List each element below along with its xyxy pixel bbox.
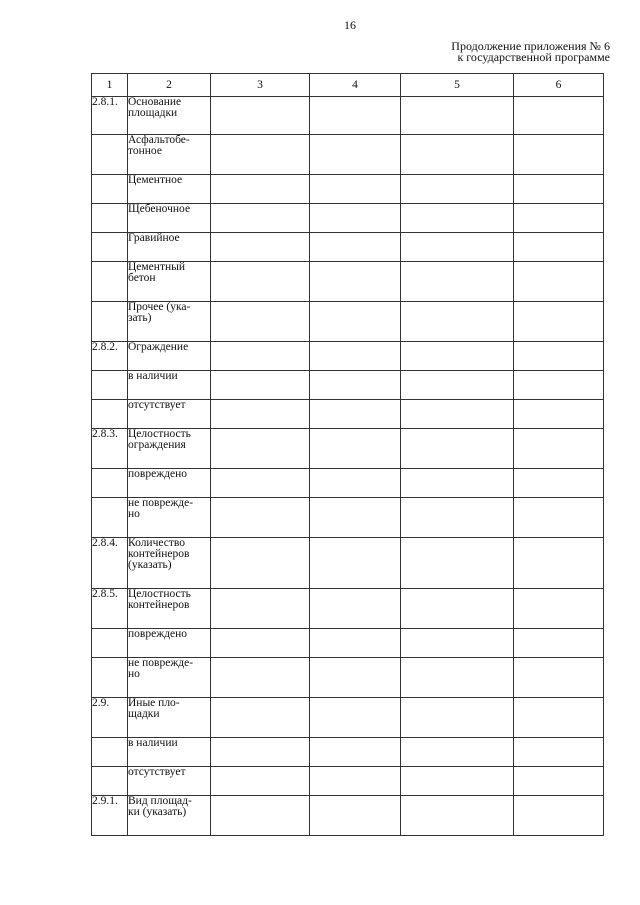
- row-number-cell: 2.8.5.: [92, 589, 128, 629]
- row-number-cell: 2.8.3.: [92, 429, 128, 469]
- row-label-cell: [128, 658, 211, 698]
- column-header-3: 3: [211, 74, 310, 97]
- table-header-row: [92, 74, 604, 97]
- column-header-4: 4: [310, 74, 401, 97]
- table-row: [92, 658, 604, 698]
- blank-cell-col-4[interactable]: [310, 629, 401, 658]
- blank-cell-col-3[interactable]: [211, 204, 310, 233]
- row-number-cell: [92, 175, 128, 204]
- blank-cell-col-4[interactable]: [310, 698, 401, 738]
- blank-cell-col-5[interactable]: [401, 302, 514, 342]
- table-row: [92, 767, 604, 796]
- row-number-cell: 2.9.1.: [92, 796, 128, 836]
- row-label-cell: [128, 738, 211, 767]
- row-label-text: в наличии: [128, 370, 178, 382]
- blank-cell-col-3[interactable]: [211, 589, 310, 629]
- table-row: [92, 738, 604, 767]
- row-number-cell: 2.9.: [92, 698, 128, 738]
- blank-cell-col-4[interactable]: [310, 371, 401, 400]
- column-header-2: 2: [128, 74, 211, 97]
- row-label-text: Количество контейнеров (указать): [128, 537, 190, 571]
- row-label-cell: [128, 262, 211, 302]
- row-label-text: повреждено: [128, 468, 187, 480]
- row-label-cell: [128, 498, 211, 538]
- blank-cell-col-5[interactable]: [401, 658, 514, 698]
- row-label-text: отсутствует: [128, 766, 186, 778]
- blank-cell-col-6[interactable]: [514, 342, 604, 371]
- blank-cell-col-6[interactable]: [514, 97, 604, 135]
- blank-cell-col-6[interactable]: [514, 538, 604, 589]
- row-label-text: не поврежде- но: [128, 657, 194, 680]
- blank-cell-col-3[interactable]: [211, 738, 310, 767]
- blank-cell-col-4[interactable]: [310, 796, 401, 836]
- blank-cell-col-5[interactable]: [401, 233, 514, 262]
- table-row: [92, 262, 604, 302]
- row-label-cell: [128, 302, 211, 342]
- row-label-cell: [128, 698, 211, 738]
- table-row: [92, 698, 604, 738]
- row-label-text: Гравийное: [128, 232, 180, 244]
- blank-cell-col-5[interactable]: [401, 698, 514, 738]
- blank-cell-col-6[interactable]: [514, 629, 604, 658]
- table-row: [92, 371, 604, 400]
- row-label-text: повреждено: [128, 628, 187, 640]
- row-label-text: Цементное: [128, 174, 183, 186]
- table-row: [92, 342, 604, 371]
- blank-cell-col-3[interactable]: [211, 629, 310, 658]
- blank-cell-col-6[interactable]: [514, 738, 604, 767]
- blank-cell-col-3[interactable]: [211, 538, 310, 589]
- row-label-cell: [128, 175, 211, 204]
- blank-cell-col-5[interactable]: [401, 204, 514, 233]
- blank-cell-col-5[interactable]: [401, 262, 514, 302]
- row-label-cell: [128, 469, 211, 498]
- row-label-text: Щебеночное: [128, 203, 191, 215]
- table-row: [92, 429, 604, 469]
- table-row: [92, 469, 604, 498]
- table-row: [92, 135, 604, 175]
- table-row: [92, 97, 604, 135]
- table-row: [92, 629, 604, 658]
- row-label-cell: [128, 204, 211, 233]
- row-label-cell: [128, 629, 211, 658]
- blank-cell-col-3[interactable]: [211, 796, 310, 836]
- blank-cell-col-3[interactable]: [211, 767, 310, 796]
- blank-cell-col-6[interactable]: [514, 302, 604, 342]
- row-label-cell: [128, 767, 211, 796]
- blank-cell-col-3[interactable]: [211, 342, 310, 371]
- blank-cell-col-3[interactable]: [211, 371, 310, 400]
- row-label-cell: [128, 342, 211, 371]
- blank-cell-col-5[interactable]: [401, 796, 514, 836]
- blank-cell-col-4[interactable]: [310, 302, 401, 342]
- blank-cell-col-4[interactable]: [310, 469, 401, 498]
- row-label-cell: [128, 233, 211, 262]
- row-label-cell: [128, 538, 211, 589]
- blank-cell-col-4[interactable]: [310, 658, 401, 698]
- table-body: [92, 97, 604, 836]
- blank-cell-col-5[interactable]: [401, 400, 514, 429]
- blank-cell-col-5[interactable]: [401, 429, 514, 469]
- blank-cell-col-5[interactable]: [401, 589, 514, 629]
- blank-cell-col-6[interactable]: [514, 135, 604, 175]
- blank-cell-col-3[interactable]: [211, 469, 310, 498]
- blank-cell-col-4[interactable]: [310, 204, 401, 233]
- row-number-cell: 2.8.1.: [92, 97, 128, 135]
- table-row: [92, 538, 604, 589]
- blank-cell-col-5[interactable]: [401, 767, 514, 796]
- blank-cell-col-4[interactable]: [310, 342, 401, 371]
- row-label-text: отсутствует: [128, 399, 186, 411]
- column-header-1: 1: [92, 74, 128, 97]
- blank-cell-col-3[interactable]: [211, 400, 310, 429]
- row-label-cell: [128, 796, 211, 836]
- row-number-cell: [92, 400, 128, 429]
- blank-cell-col-5[interactable]: [401, 175, 514, 204]
- row-number-cell: [92, 498, 128, 538]
- blank-cell-col-5[interactable]: [401, 629, 514, 658]
- row-label-text: Иные пло- щадки: [128, 697, 180, 720]
- blank-cell-col-3[interactable]: [211, 175, 310, 204]
- blank-cell-col-3[interactable]: [211, 302, 310, 342]
- blank-cell-col-4[interactable]: [310, 538, 401, 589]
- blank-cell-col-5[interactable]: [401, 135, 514, 175]
- table-row: [92, 233, 604, 262]
- blank-cell-col-6[interactable]: [514, 469, 604, 498]
- blank-cell-col-3[interactable]: [211, 135, 310, 175]
- row-label-text: Основание площадки: [128, 96, 182, 119]
- row-label-text: Целостность контейнеров: [128, 588, 191, 611]
- blank-cell-col-5[interactable]: [401, 738, 514, 767]
- table-row: [92, 302, 604, 342]
- blank-cell-col-4[interactable]: [310, 97, 401, 135]
- row-number-cell: [92, 204, 128, 233]
- row-label-cell: [128, 97, 211, 135]
- appendix-note-line-1: Продолжение приложения № 6: [451, 39, 610, 53]
- appendix-note-line-2: к государственной программе: [457, 50, 610, 64]
- row-label-text: не поврежде- но: [128, 497, 194, 520]
- blank-cell-col-4[interactable]: [310, 767, 401, 796]
- blank-cell-col-3[interactable]: [211, 658, 310, 698]
- blank-cell-col-4[interactable]: [310, 135, 401, 175]
- blank-cell-col-4[interactable]: [310, 262, 401, 302]
- blank-cell-col-6[interactable]: [514, 371, 604, 400]
- blank-cell-col-6[interactable]: [514, 204, 604, 233]
- blank-cell-col-3[interactable]: [211, 97, 310, 135]
- blank-cell-col-6[interactable]: [514, 767, 604, 796]
- blank-cell-col-5[interactable]: [401, 538, 514, 589]
- blank-cell-col-6[interactable]: [514, 429, 604, 469]
- blank-cell-col-3[interactable]: [211, 429, 310, 469]
- table-row: [92, 204, 604, 233]
- blank-cell-col-3[interactable]: [211, 698, 310, 738]
- row-label-text: Прочее (ука- зать): [128, 301, 191, 324]
- row-label-text: Цементный бетон: [128, 261, 186, 284]
- blank-cell-col-6[interactable]: [514, 698, 604, 738]
- row-label-text: Вид площад- ки (указать): [128, 795, 192, 818]
- row-label-cell: [128, 429, 211, 469]
- blank-cell-col-6[interactable]: [514, 233, 604, 262]
- row-label-cell: [128, 371, 211, 400]
- row-label-cell: [128, 589, 211, 629]
- table-row: [92, 498, 604, 538]
- blank-cell-col-6[interactable]: [514, 658, 604, 698]
- row-label-text: Целостность ограждения: [128, 428, 191, 451]
- row-number-cell: [92, 233, 128, 262]
- row-number-cell: 2.8.2.: [92, 342, 128, 371]
- table-row: [92, 175, 604, 204]
- row-number-cell: [92, 738, 128, 767]
- blank-cell-col-5[interactable]: [401, 342, 514, 371]
- blank-cell-col-3[interactable]: [211, 262, 310, 302]
- row-number-cell: [92, 658, 128, 698]
- blank-cell-col-4[interactable]: [310, 589, 401, 629]
- blank-cell-col-4[interactable]: [310, 738, 401, 767]
- row-number-cell: [92, 469, 128, 498]
- blank-cell-col-5[interactable]: [401, 469, 514, 498]
- row-number-cell: [92, 302, 128, 342]
- row-label-text: Асфальтобе- тонное: [128, 134, 190, 157]
- row-number-cell: 2.8.4.: [92, 538, 128, 589]
- blank-cell-col-6[interactable]: [514, 175, 604, 204]
- blank-cell-col-5[interactable]: [401, 97, 514, 135]
- blank-cell-col-4[interactable]: [310, 429, 401, 469]
- row-label-text: в наличии: [128, 737, 178, 749]
- table-row: [92, 400, 604, 429]
- form-table: [91, 73, 604, 836]
- table-row: [92, 796, 604, 836]
- blank-cell-col-4[interactable]: [310, 400, 401, 429]
- blank-cell-col-5[interactable]: [401, 498, 514, 538]
- row-number-cell: [92, 767, 128, 796]
- table-row: [92, 589, 604, 629]
- blank-cell-col-6[interactable]: [514, 400, 604, 429]
- blank-cell-col-6[interactable]: [514, 262, 604, 302]
- row-label-cell: [128, 400, 211, 429]
- blank-cell-col-4[interactable]: [310, 498, 401, 538]
- column-header-6: 6: [514, 74, 604, 97]
- blank-cell-col-3[interactable]: [211, 498, 310, 538]
- row-number-cell: [92, 262, 128, 302]
- blank-cell-col-6[interactable]: [514, 589, 604, 629]
- row-number-cell: [92, 371, 128, 400]
- row-label-text: Ограждение: [128, 341, 189, 353]
- blank-cell-col-6[interactable]: [514, 796, 604, 836]
- blank-cell-col-6[interactable]: [514, 498, 604, 538]
- blank-cell-col-4[interactable]: [310, 233, 401, 262]
- column-header-5: 5: [401, 74, 514, 97]
- row-label-cell: [128, 135, 211, 175]
- row-number-cell: [92, 135, 128, 175]
- blank-cell-col-4[interactable]: [310, 175, 401, 204]
- appendix-note: [451, 41, 610, 63]
- row-number-cell: [92, 629, 128, 658]
- page-number: 16: [344, 18, 356, 32]
- blank-cell-col-5[interactable]: [401, 371, 514, 400]
- blank-cell-col-3[interactable]: [211, 233, 310, 262]
